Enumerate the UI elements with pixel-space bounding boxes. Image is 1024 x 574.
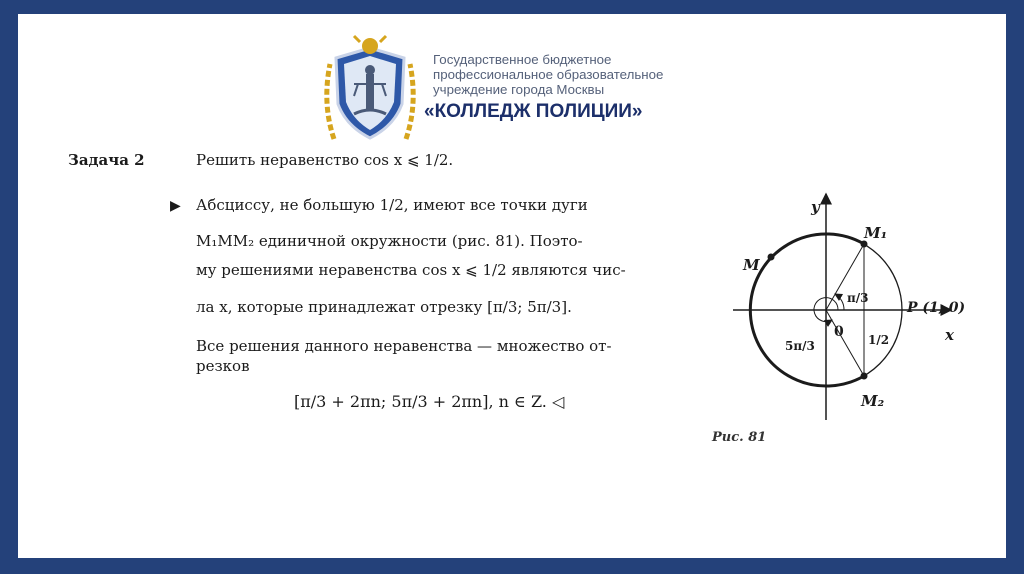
point-m2 [861, 373, 868, 380]
task-label: Задача 2 [68, 151, 145, 169]
paragraph-line: Абсциссу, не большую 1/2, имеют все точки дуги [196, 196, 588, 214]
paragraph-line: ла x, которые принадлежат отрезку [π/3; 5π/3]. [196, 298, 572, 316]
angle-arc-pi3 [835, 294, 844, 310]
solution-marker-icon: ▶ [170, 198, 181, 214]
point-m2-label: M₂ [861, 392, 885, 410]
unit-circle-figure [711, 182, 971, 432]
paragraph-line: му решениями неравенства cos x ⩽ 1/2 являются чис- [196, 261, 626, 279]
header-subtitle-line: Государственное бюджетное [433, 52, 612, 67]
task-statement: Решить неравенство cos x ⩽ 1/2. [196, 151, 454, 169]
angle-5pi3-label: 5π/3 [785, 339, 815, 353]
college-header [424, 52, 664, 123]
figure-caption: Рис. 81 [712, 430, 767, 445]
paragraph-line: Все решения данного неравенства — множество от- [196, 337, 612, 355]
point-m1-label: M₁ [864, 224, 888, 242]
x-axis-label: x [945, 326, 954, 344]
header-subtitle-line: учреждение города Москвы [433, 82, 605, 97]
origin-label: 0 [834, 324, 844, 340]
college-name: «КОЛЛЕДЖ ПОЛИЦИИ» [424, 101, 643, 122]
slide [18, 14, 1006, 558]
abscissa-label: 1/2 [868, 333, 890, 347]
college-emblem-icon [324, 34, 416, 146]
header-subtitle-line: профессиональное образовательное [433, 67, 664, 82]
point-p-label: P (1; 0) [907, 300, 966, 316]
solution-formula: [π/3 + 2πn; 5π/3 + 2πn], n ∈ Z. ◁ [294, 392, 565, 411]
paragraph-line: M₁MM₂ единичной окружности (рис. 81). Поэто- [196, 232, 583, 250]
point-m [768, 254, 775, 261]
paragraph-line: резков [196, 357, 250, 375]
point-m-label: M [743, 256, 760, 274]
y-axis-label: y [811, 198, 820, 216]
angle-pi3-label: π/3 [847, 291, 869, 305]
